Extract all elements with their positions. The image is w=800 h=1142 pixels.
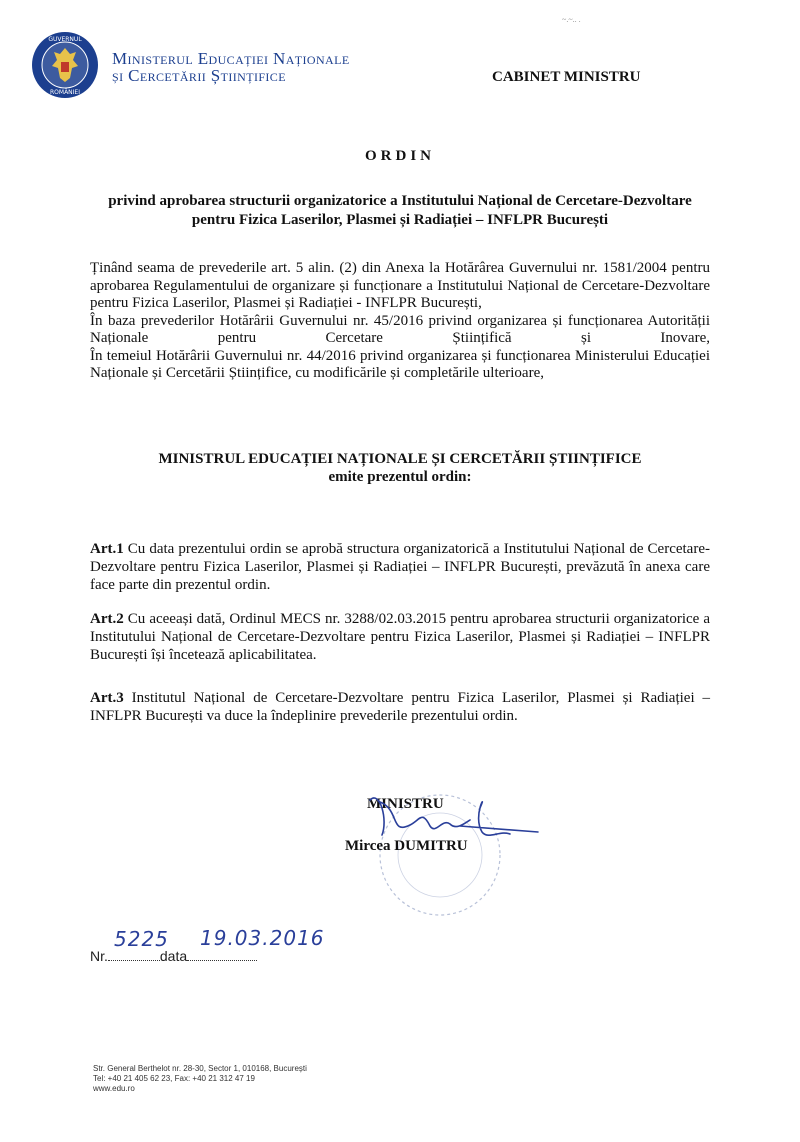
- handwritten-number: 5225: [114, 927, 169, 951]
- article-1: [90, 540, 710, 594]
- article-text: Cu data prezentului ordin se aprobă structura organizatorică a Institutului Național de Cercetare-Dezvoltare pentru Fizica Laserilor, Plasmei și Radiației – INFLPR București, prevăzută în anexa care face parte din prezentul ordin.: [90, 541, 710, 593]
- ministry-name: [112, 50, 432, 84]
- corner-mark: ~.~.. .: [562, 15, 581, 24]
- signature-name: Mircea DUMITRU: [345, 838, 468, 854]
- handwritten-date: 19.03.2016: [200, 926, 325, 950]
- article-label: Art.3: [90, 690, 124, 706]
- ministry-name-line1: Ministerul Educației Naționale: [112, 49, 350, 68]
- preamble: [90, 260, 710, 383]
- document-subtitle: [90, 192, 710, 230]
- article-label: Art.1: [90, 541, 124, 557]
- ministry-name-line2: și Cercetării Științifice: [112, 66, 286, 85]
- document-title: ORDIN: [364, 148, 435, 164]
- footer-address: [93, 1064, 307, 1094]
- article-text: Institutul Național de Cercetare-Dezvoltare pentru Fizica Laserilor, Plasmei și Radiației – INFLPR București va duce la îndeplinire prevederile prezentului ordin.: [90, 690, 710, 724]
- minister-heading: [90, 450, 710, 486]
- svg-text:GUVERNUL: GUVERNUL: [48, 36, 82, 43]
- footer-line2: Tel: +40 21 405 62 23, Fax: +40 21 312 47 19: [93, 1074, 255, 1083]
- subtitle-line2: pentru Fizica Laserilor, Plasmei și Radiației – INFLPR București: [191, 212, 609, 228]
- article-label: Art.2: [90, 611, 124, 627]
- date-label: data: [159, 948, 188, 964]
- preamble-paragraph: În baza prevederilor Hotărârii Guvernului nr. 45/2016 privind organizarea și funcționarea Autorității Naționale pentru Cercetare Științifică și Inovare,: [90, 312, 710, 346]
- article-2: [90, 610, 710, 664]
- signature-title: MINISTRU: [367, 796, 444, 812]
- svg-text:ROMÂNIEI: ROMÂNIEI: [50, 89, 80, 96]
- minister-heading-line2: emite prezentul ordin:: [328, 469, 472, 485]
- subtitle-line1: privind aprobarea structurii organizatorice a Institutului Național de Cercetare-Dezvoltare: [108, 193, 692, 209]
- nr-label: Nr.: [90, 948, 108, 964]
- article-3: [90, 689, 710, 725]
- article-text: Cu aceeași dată, Ordinul MECS nr. 3288/02.03.2015 pentru aprobarea structurii organizatorice a Institutului Național de Cercetare-Dezvoltare pentru Fizica Laserilor, Plasmei și Radiației – INFLPR București își încetează aplicabilitatea.: [90, 611, 710, 663]
- preamble-paragraph: În temeiul Hotărârii Guvernului nr. 44/2016 privind organizarea și funcționarea Ministerului Educației Naționale și Cercetării Științifice, cu modificările și completările ulterioare,: [90, 347, 710, 381]
- minister-heading-line1: MINISTRUL EDUCAȚIEI NAȚIONALE ȘI CERCETĂRII ȘTIINȚIFICE: [158, 451, 642, 467]
- footer-website-link[interactable]: www.edu.ro: [93, 1084, 135, 1093]
- footer-line1: Str. General Berthelot nr. 28-30, Sector 1, 010168, București: [93, 1064, 307, 1073]
- cabinet-label: CABINET MINISTRU: [492, 69, 641, 85]
- preamble-paragraph: Ținând seama de prevederile art. 5 alin. (2) din Anexa la Hotărârea Guvernului nr. 1581/2004 pentru aprobarea Regulamentului de organizare și funcționare a Institutului Național de Cercetare-Dezvoltare pentru Fizica Laserilor, Plasmei și Radiației - INFLPR București,: [90, 260, 710, 311]
- handwritten-signature: [360, 780, 540, 850]
- government-emblem-icon: [30, 30, 100, 100]
